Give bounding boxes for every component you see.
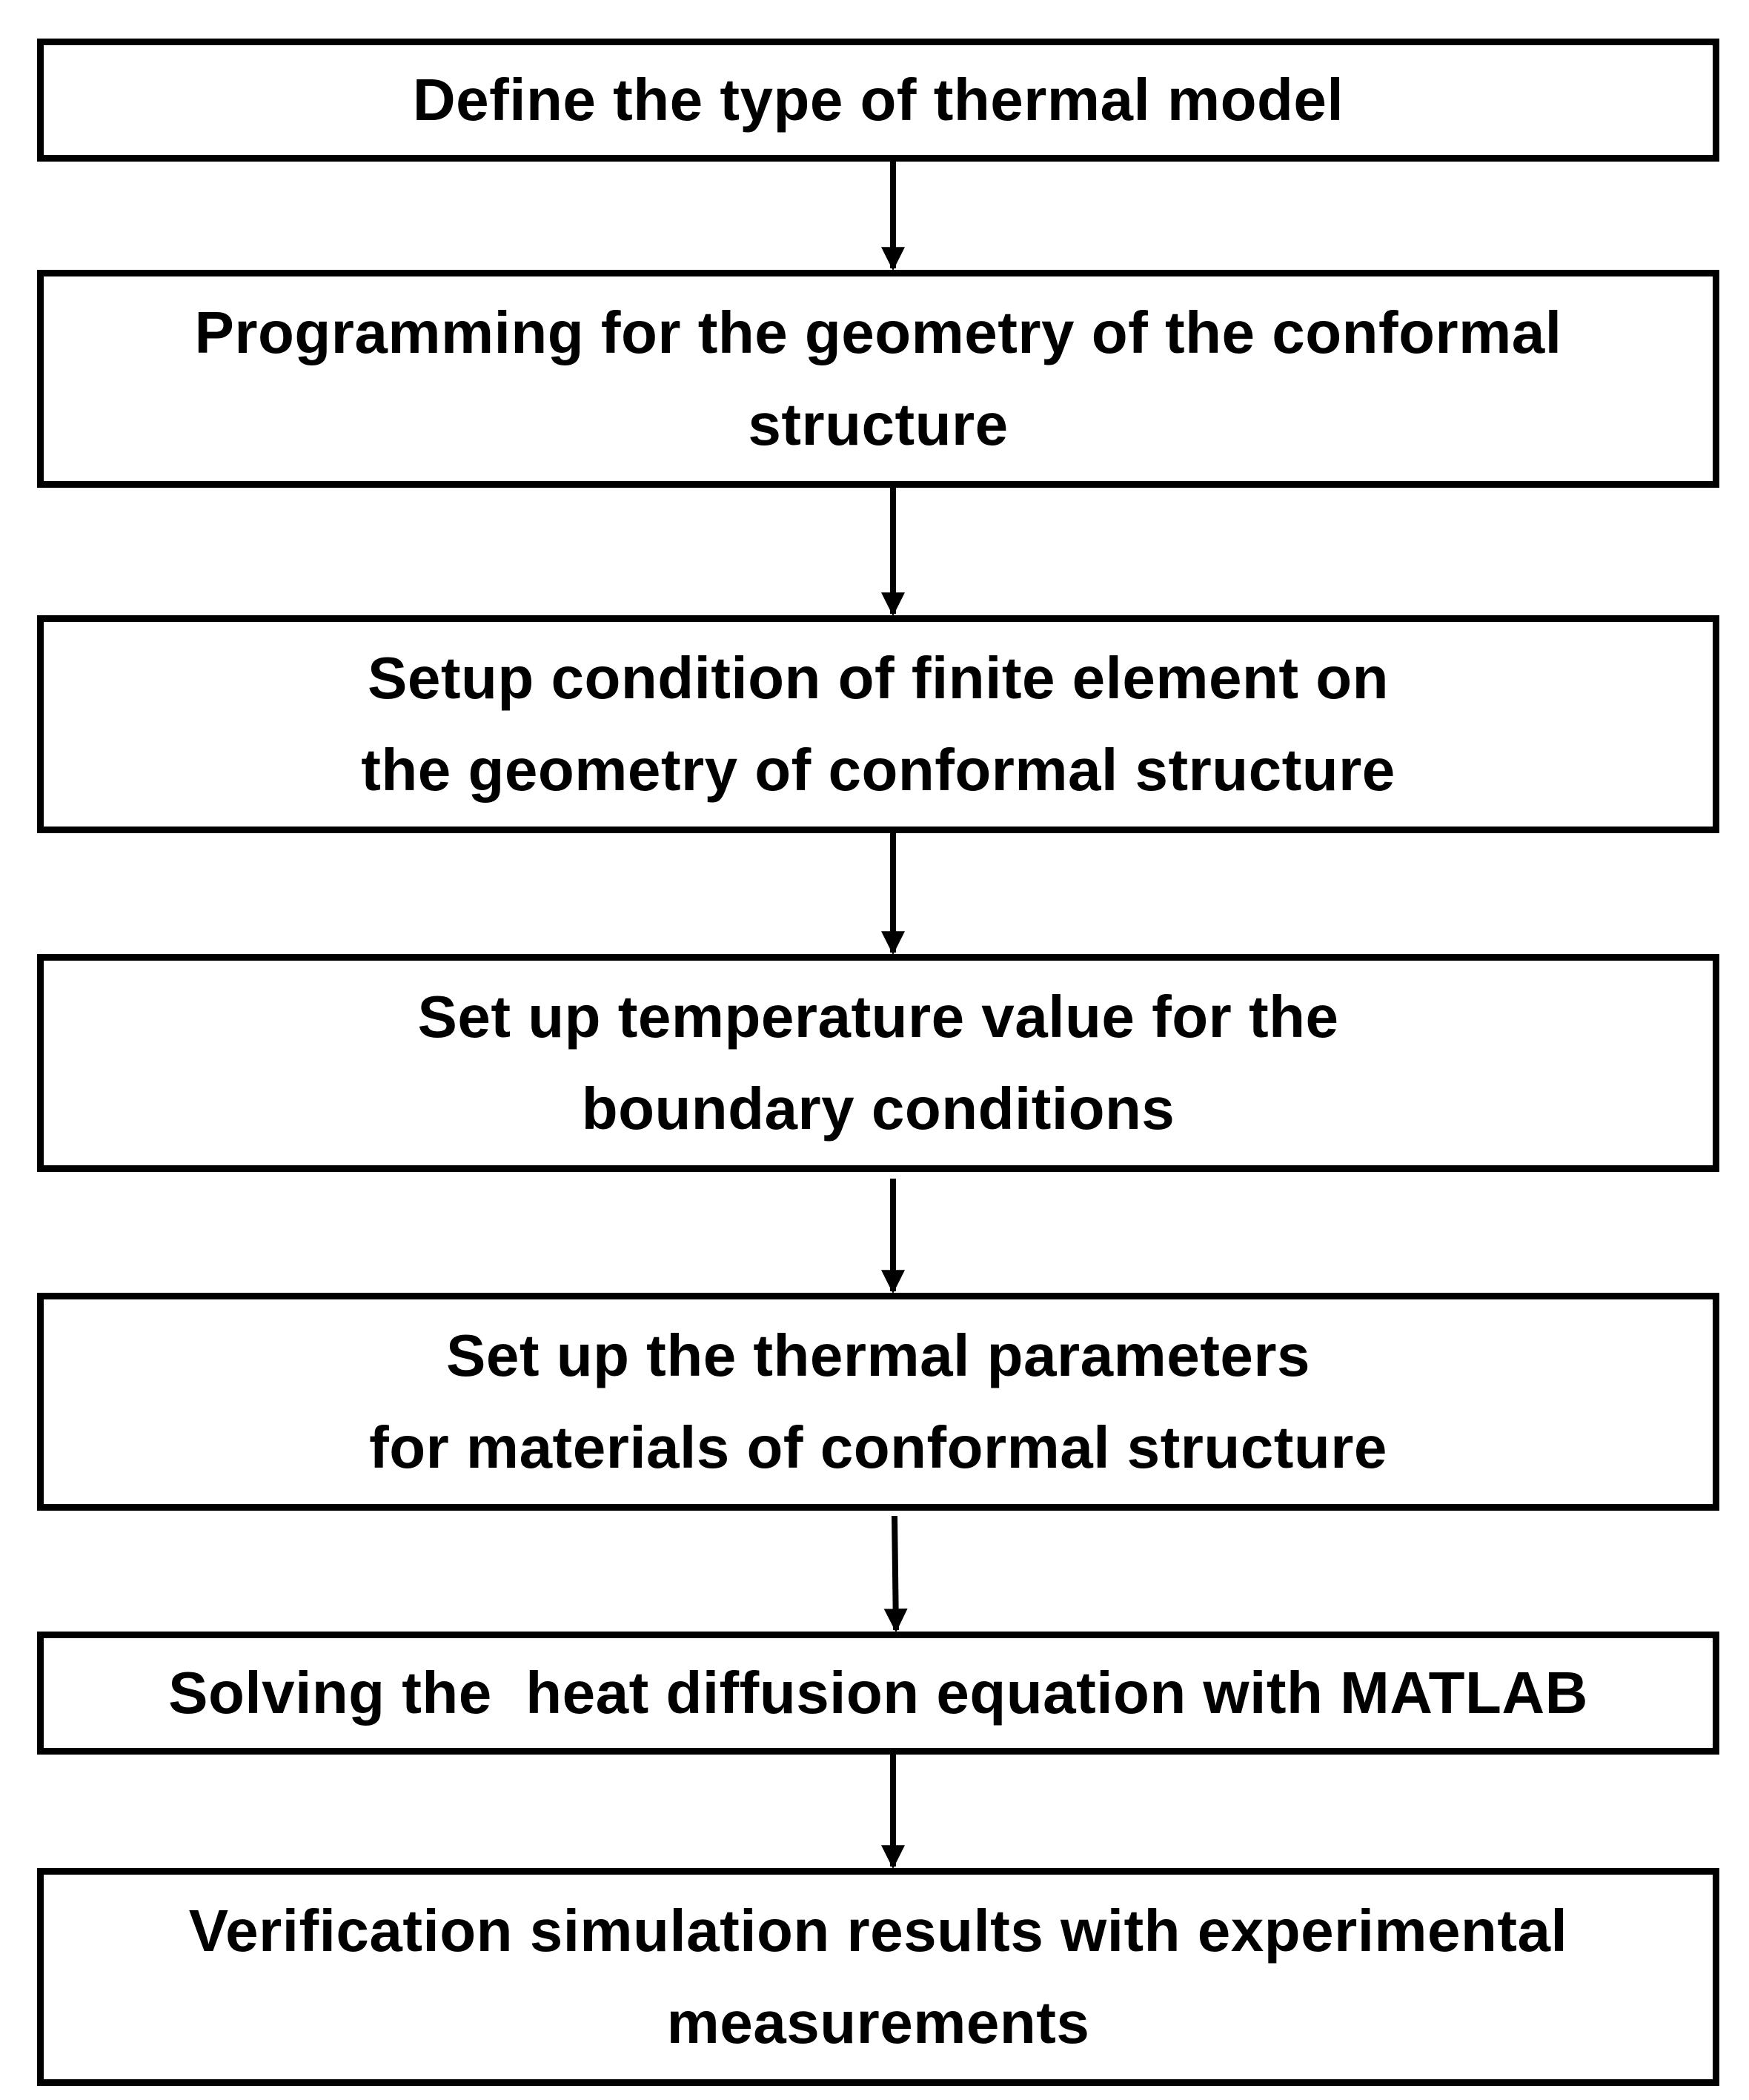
step-setup-finite-element xyxy=(37,615,1719,833)
step-text-line: structure xyxy=(748,391,1009,457)
step-text-line: boundary conditions xyxy=(581,1076,1175,1142)
step-verification xyxy=(37,1868,1719,2086)
step-solve-heat-diffusion xyxy=(37,1632,1719,1755)
step-program-geometry xyxy=(37,270,1719,488)
step-text-line: for materials of conformal structure xyxy=(369,1414,1387,1480)
step-text-line: Set up temperature value for the xyxy=(417,984,1339,1050)
step-text-line: Programming for the geometry of the conformal xyxy=(194,299,1562,365)
step-text-line: Set up the thermal parameters xyxy=(446,1322,1310,1388)
step-text-line: measurements xyxy=(666,1990,1090,2056)
step-boundary-temperature xyxy=(37,954,1719,1172)
step-text-line: Verification simulation results with experimental xyxy=(188,1898,1568,1964)
step-text-line: Define the type of thermal model xyxy=(412,67,1344,133)
step-text-line: the geometry of conformal structure xyxy=(361,737,1395,803)
step-define-thermal-model xyxy=(37,39,1719,162)
step-text-line: Solving the heat diffusion equation with MATLAB xyxy=(168,1660,1588,1726)
step-text-line: Setup condition of finite element on xyxy=(368,645,1389,711)
arrow-5-to-6 xyxy=(895,1516,896,1630)
step-thermal-parameters xyxy=(37,1293,1719,1511)
